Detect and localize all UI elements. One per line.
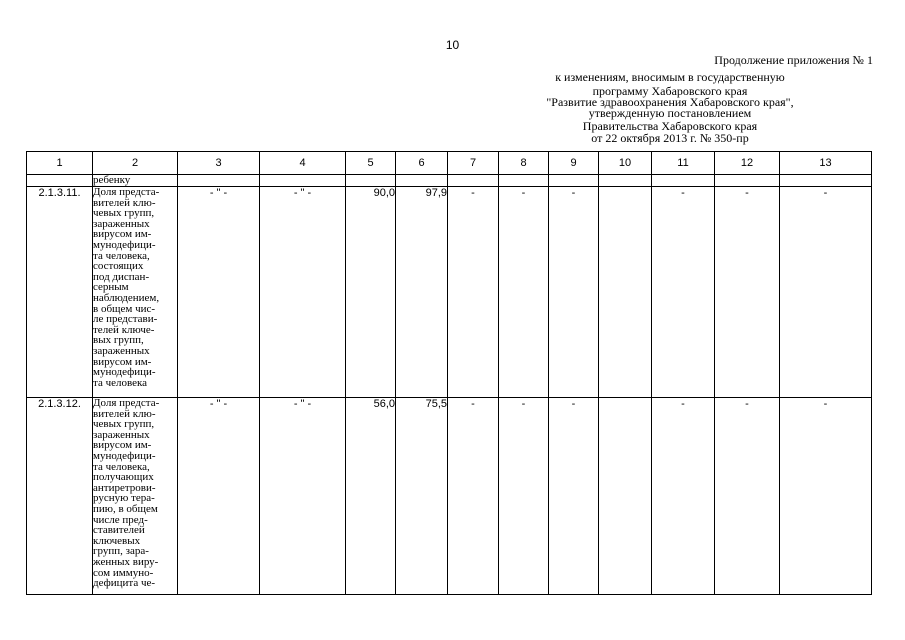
table-cell: - — [780, 398, 872, 595]
table-cell: - " - — [260, 398, 346, 595]
table-cell — [599, 187, 652, 398]
page-number: 10 — [445, 38, 460, 52]
table-cell: 75,5 — [396, 398, 448, 595]
table-cell: - " - — [178, 187, 260, 398]
table-cell — [346, 175, 396, 187]
table-cell — [178, 175, 260, 187]
table-cell: - — [499, 398, 549, 595]
table-cell: - — [549, 398, 599, 595]
table-row — [27, 187, 872, 398]
column-header: 2 — [93, 152, 178, 175]
row-code: 2.1.3.11. — [27, 187, 93, 398]
table-cell — [549, 175, 599, 187]
column-header: 6 — [396, 152, 448, 175]
annex-line: Правительства Хабаровского края — [582, 119, 758, 133]
column-header: 12 — [715, 152, 780, 175]
annex-line: от 22 октября 2013 г. № 350-пр — [591, 131, 749, 145]
table-cell — [260, 175, 346, 187]
table-cell: - — [715, 398, 780, 595]
table-cell: 56,0 — [346, 398, 396, 595]
column-header: 11 — [652, 152, 715, 175]
column-header: 3 — [178, 152, 260, 175]
table-cell — [599, 175, 652, 187]
table-row — [27, 398, 872, 595]
table-cell: 97,9 — [396, 187, 448, 398]
table-cell — [499, 175, 549, 187]
column-header: 8 — [499, 152, 549, 175]
table-cell: - — [715, 187, 780, 398]
table-cell: - — [448, 398, 499, 595]
table-cell: 90,0 — [346, 187, 396, 398]
continuation-row — [27, 175, 872, 187]
column-header: 1 — [27, 152, 93, 175]
table-cell: - — [780, 187, 872, 398]
table-cell: - — [448, 187, 499, 398]
table-cell — [448, 175, 499, 187]
table-cell — [599, 398, 652, 595]
annex-title: Продолжение приложения № 1 — [714, 53, 873, 67]
annex-line: "Развитие здравоохранения Хабаровского края", — [546, 95, 794, 109]
table-cell: - — [499, 187, 549, 398]
table-cell — [396, 175, 448, 187]
table-cell: - — [549, 187, 599, 398]
annex-line: утвержденную постановлением — [588, 106, 752, 120]
table-cell — [715, 175, 780, 187]
column-header: 9 — [549, 152, 599, 175]
table-cell: - — [652, 187, 715, 398]
table-cell — [780, 175, 872, 187]
table-header-row — [27, 152, 872, 175]
table-cell — [27, 175, 93, 187]
table-cell: - " - — [260, 187, 346, 398]
row-description: Доля предста- вителей клю- чевых групп, зараженных вирусом им- мунодефици- та человека, состоящих под диспан- серным наблюдением, в общем чис- ле представи- телей ключе- вых групп, зараженных вирусом им- мунодефици- та человека — [93, 187, 178, 398]
column-header: 5 — [346, 152, 396, 175]
column-header: 7 — [448, 152, 499, 175]
annex-line: программу Хабаровского края — [592, 84, 748, 98]
row-description: Доля предста- вителей клю- чевых групп, зараженных вирусом им- мунодефици- та человека, получающих антиретрови- русную тера- пию, в общем числе пред- ставителей ключевых групп, зара- женных виру- сом иммуно- дефицита че- — [93, 398, 178, 595]
column-header: 13 — [780, 152, 872, 175]
indicators-table — [26, 151, 872, 595]
continuation-text: ребенку — [93, 175, 178, 187]
table-cell — [652, 175, 715, 187]
column-header: 10 — [599, 152, 652, 175]
column-header: 4 — [260, 152, 346, 175]
table-cell: - — [652, 398, 715, 595]
row-code: 2.1.3.12. — [27, 398, 93, 595]
annex-line: к изменениям, вносимым в государственную — [555, 70, 785, 84]
table-cell: - " - — [178, 398, 260, 595]
